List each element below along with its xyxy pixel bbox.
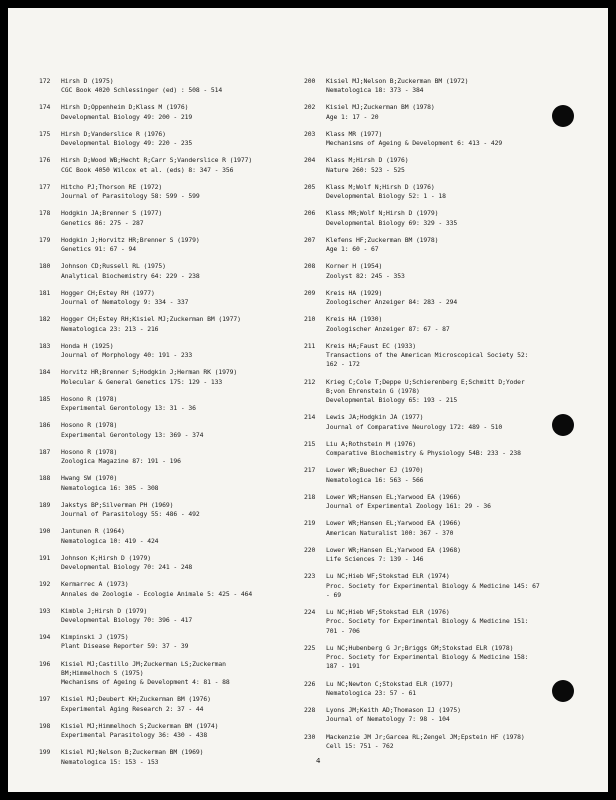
reference-entry (304, 103, 604, 122)
reference-authors: Hogger CH;Estey RH (1977) (61, 288, 155, 297)
reference-citation: Journal of Morphology 40: 191 - 233 (61, 351, 193, 360)
reference-authors: Klass MR;Wolf N;Hirsh D (1979) (326, 209, 439, 218)
reference-authors: Hirsh D;Vanderslice R (1976) (61, 129, 166, 138)
reference-entry (304, 572, 604, 600)
reference-number: 214 (304, 413, 316, 422)
reference-citation: BM;Himmelhoch S (1975) (61, 668, 144, 677)
reference-citation: Developmental Biology 70: 396 - 417 (61, 615, 193, 624)
reference-entry (304, 733, 604, 752)
reference-citation: Proc. Society for Experimental Biology & Medicine 145: 67 (326, 581, 540, 590)
reference-number: 177 (39, 182, 51, 191)
reference-authors: Klefens HF;Zuckerman BM (1978) (326, 235, 439, 244)
reference-citation: Nematologica 15: 153 - 153 (61, 757, 159, 766)
reference-citation: Zoologica Magazine 87: 191 - 196 (61, 457, 181, 466)
reference-entry (39, 368, 301, 387)
reference-authors: Krieg C;Cole T;Deppe U;Schierenberg E;Schmitt D;Yoder (326, 377, 525, 386)
reference-entry (304, 378, 604, 406)
reference-authors: Johnson K;Hirsh D (1979) (61, 553, 151, 562)
reference-authors: Hogger CH;Estey RH;Kisiel MJ;Zuckerman BM (1977) (61, 315, 241, 324)
reference-authors: Klass MR (1977) (326, 129, 383, 138)
reference-authors: Johnson CD;Russell RL (1975) (61, 262, 166, 271)
reference-number: 181 (39, 288, 51, 297)
reference-citation: Transactions of the American Microscopical Society 52: (326, 351, 529, 360)
reference-entry (39, 501, 301, 520)
reference-authors: Hosono R (1978) (61, 421, 118, 430)
reference-number: 184 (39, 368, 51, 377)
reference-entry (304, 493, 604, 512)
reference-number: 183 (39, 341, 51, 350)
reference-entry (39, 130, 301, 149)
reference-entry (39, 474, 301, 493)
reference-number: 185 (39, 394, 51, 403)
reference-citation: B;von Ehrenstein G (1978) (326, 386, 420, 395)
reference-number: 180 (39, 262, 51, 271)
reference-citation: Journal of Experimental Zoology 161: 29 - 36 (326, 502, 491, 511)
reference-entry (39, 315, 301, 334)
reference-citation: 701 - 706 (326, 626, 360, 635)
reference-authors: Hosono R (1978) (61, 447, 118, 456)
reference-number: 204 (304, 156, 316, 165)
reference-entry (304, 680, 604, 699)
reference-authors: Hirsh D;Wood WB;Hecht R;Carr S;Vanderslice R (1977) (61, 156, 253, 165)
reference-number: 203 (304, 129, 316, 138)
reference-number: 219 (304, 519, 316, 528)
reference-number: 172 (39, 77, 51, 85)
reference-citation: Journal of Parasitology 55: 486 - 492 (61, 510, 200, 519)
reference-authors: Kimble J;Hirsh D (1979) (61, 606, 148, 615)
page-number: 4 (316, 757, 321, 765)
reference-number: 188 (39, 474, 51, 483)
reference-citation: Mechanisms of Ageing & Development 6: 413 - 429 (326, 139, 503, 148)
reference-entry (39, 156, 301, 175)
reference-entry (39, 236, 301, 255)
reference-citation: Nematologica 23: 213 - 216 (61, 324, 159, 333)
reference-number: 193 (39, 606, 51, 615)
reference-citation: Genetics 86: 275 - 287 (61, 218, 144, 227)
reference-entry (39, 183, 301, 202)
reference-entry (304, 546, 604, 565)
reference-authors: Klass M;Wolf N;Hirsh D (1976) (326, 182, 435, 191)
reference-number: 224 (304, 608, 316, 617)
reference-entry (304, 644, 604, 672)
reference-citation: Journal of Nematology 9: 334 - 337 (61, 298, 189, 307)
reference-authors: Kimpinski J (1975) (61, 633, 129, 642)
reference-authors: Kermarrec A (1973) (61, 580, 129, 589)
reference-entry (304, 413, 604, 432)
reference-entry (39, 527, 301, 546)
reference-authors: Klass M;Hirsh D (1976) (326, 156, 409, 165)
reference-authors: Lower WR;Hansen EL;Yarwood EA (1968) (326, 545, 461, 554)
reference-authors: Kreis HA (1930) (326, 315, 383, 324)
reference-citation: 187 - 191 (326, 662, 360, 671)
document-page (8, 8, 608, 792)
reference-citation: Developmental Biology 69: 329 - 335 (326, 218, 458, 227)
reference-entry (304, 209, 604, 228)
reference-entry (39, 421, 301, 440)
reference-authors: Lower WR;Hansen EL;Yarwood EA (1966) (326, 519, 461, 528)
reference-authors: Horvitz HR;Brenner S;Hodgkin J;Herman RK (1979) (61, 368, 238, 377)
reference-citation: Zoologischer Anzeiger 84: 283 - 294 (326, 298, 458, 307)
reference-entry (39, 448, 301, 467)
reference-authors: Lyons JM;Keith AD;Thomason IJ (1975) (326, 706, 461, 715)
reference-citation: Nematologica 16: 563 - 566 (326, 475, 424, 484)
reference-authors: Mackenzie JM Jr;Garcea RL;Zengel JM;Epstein HF (1978) (326, 732, 525, 741)
reference-entry (39, 554, 301, 573)
reference-citation: Life Sciences 7: 139 - 146 (326, 555, 424, 564)
reference-entry (39, 395, 301, 414)
reference-citation: Experimental Gerontology 13: 369 - 374 (61, 430, 204, 439)
reference-citation: Nematologica 18: 373 - 384 (326, 86, 424, 95)
reference-authors: Lewis JA;Hodgkin JA (1977) (326, 413, 424, 422)
reference-citation: Plant Disease Reporter 59: 37 - 39 (61, 642, 189, 651)
reference-citation: Cell 15: 751 - 762 (326, 741, 394, 750)
reference-entry (39, 722, 301, 741)
reference-citation: Nature 260: 523 - 525 (326, 165, 405, 174)
reference-authors: Kisiel MJ;Himmelhoch S;Zuckerman BM (1974) (61, 721, 219, 730)
reference-number: 194 (39, 633, 51, 642)
reference-number: 175 (39, 129, 51, 138)
reference-entry (304, 130, 604, 149)
reference-citation: Age 1: 60 - 67 (326, 245, 379, 254)
reference-column-right (304, 77, 604, 759)
reference-number: 182 (39, 315, 51, 324)
reference-number: 209 (304, 288, 316, 297)
reference-citation: Nematologica 23: 57 - 61 (326, 688, 416, 697)
reference-entry (304, 342, 604, 370)
reference-entry (304, 315, 604, 334)
reference-citation: Journal of Comparative Neurology 172: 489 - 510 (326, 422, 503, 431)
reference-authors: Kisiel MJ;Nelson B;Zuckerman BM (1969) (61, 748, 204, 757)
reference-number: 212 (304, 377, 316, 386)
reference-column-left (39, 77, 301, 775)
reference-citation: Genetics 91: 67 - 94 (61, 245, 136, 254)
reference-number: 218 (304, 492, 316, 501)
reference-entry (304, 236, 604, 255)
reference-number: 217 (304, 466, 316, 475)
reference-citation: Analytical Biochemistry 64: 229 - 238 (61, 271, 200, 280)
reference-entry (304, 440, 604, 459)
reference-citation: Developmental Biology 65: 193 - 215 (326, 396, 458, 405)
reference-entry (39, 580, 301, 599)
reference-citation: Zoolyst 82: 245 - 353 (326, 271, 405, 280)
reference-citation: Developmental Biology 49: 220 - 235 (61, 139, 193, 148)
reference-authors: Kreis HA;Faust EC (1933) (326, 341, 416, 350)
reference-citation: Comparative Biochemistry & Physiology 54B: 233 - 238 (326, 449, 521, 458)
reference-number: 210 (304, 315, 316, 324)
reference-authors: Hodgkin JA;Brenner S (1977) (61, 209, 163, 218)
reference-number: 205 (304, 182, 316, 191)
reference-number: 228 (304, 706, 316, 715)
reference-number: 215 (304, 439, 316, 448)
reference-citation: CGC Book 4020 Schlessinger (ed) : 508 - 514 (61, 86, 223, 95)
reference-number: 200 (304, 77, 316, 85)
reference-entry (39, 748, 301, 767)
reference-number: 174 (39, 103, 51, 112)
reference-entry (39, 342, 301, 361)
reference-citation: Annales de Zoologie - Ecologie Animale 5: 425 - 464 (61, 589, 253, 598)
reference-number: 176 (39, 156, 51, 165)
reference-citation: Nematologica 16: 305 - 308 (61, 483, 159, 492)
reference-citation: Developmental Biology 52: 1 - 18 (326, 192, 446, 201)
reference-entry (304, 77, 604, 96)
reference-entry (304, 608, 604, 636)
reference-authors: Hirsh D (1975) (61, 77, 114, 85)
reference-number: 191 (39, 553, 51, 562)
reference-number: 199 (39, 748, 51, 757)
reference-entry (304, 183, 604, 202)
reference-authors: Kisiel MJ;Castillo JM;Zuckerman LS;Zuckerman (61, 659, 226, 668)
reference-number: 211 (304, 341, 316, 350)
reference-authors: Kisiel MJ;Nelson B;Zuckerman BM (1972) (326, 77, 469, 85)
reference-number: 192 (39, 580, 51, 589)
reference-entry (304, 156, 604, 175)
reference-authors: Lu NC;Hubenberg G Jr;Briggs GM;Stokstad ELR (1978) (326, 643, 514, 652)
reference-citation: Proc. Society for Experimental Biology & Medicine 151: (326, 617, 529, 626)
reference-entry (39, 633, 301, 652)
reference-citation: Zoologischer Anzeiger 87: 67 - 87 (326, 324, 450, 333)
reference-number: 198 (39, 721, 51, 730)
reference-number: 187 (39, 447, 51, 456)
reference-authors: Jakstys BP;Silverman PH (1969) (61, 500, 174, 509)
reference-citation: CGC Book 4050 Wilcox et al. (eds) 8: 347 - 356 (61, 165, 234, 174)
reference-entry (39, 103, 301, 122)
reference-entry (304, 262, 604, 281)
reference-entry (39, 262, 301, 281)
reference-number: 202 (304, 103, 316, 112)
reference-citation: Experimental Gerontology 13: 31 - 36 (61, 404, 196, 413)
reference-entry (304, 706, 604, 725)
reference-number: 196 (39, 659, 51, 668)
reference-entry (304, 289, 604, 308)
reference-authors: Lu NC;Newton C;Stokstad ELR (1977) (326, 679, 454, 688)
reference-entry (39, 695, 301, 714)
reference-citation: 162 - 172 (326, 360, 360, 369)
reference-citation: Mechanisms of Ageing & Development 4: 81 - 88 (61, 678, 230, 687)
reference-number: 197 (39, 695, 51, 704)
reference-entry (304, 519, 604, 538)
reference-entry (39, 660, 301, 688)
reference-number: 226 (304, 679, 316, 688)
reference-authors: Jantunen R (1964) (61, 527, 125, 536)
reference-authors: Liu A;Rothstein M (1976) (326, 439, 416, 448)
reference-citation: Age 1: 17 - 20 (326, 112, 379, 121)
reference-number: 179 (39, 235, 51, 244)
reference-number: 178 (39, 209, 51, 218)
reference-citation: Developmental Biology 70: 241 - 248 (61, 563, 193, 572)
reference-number: 189 (39, 500, 51, 509)
reference-entry (39, 289, 301, 308)
reference-authors: Hwang SW (1970) (61, 474, 118, 483)
reference-authors: Lu NC;Hieb WF;Stokstad ELR (1976) (326, 608, 450, 617)
reference-entry (304, 466, 604, 485)
reference-number: 230 (304, 732, 316, 741)
reference-authors: Lower WR;Hansen EL;Yarwood EA (1966) (326, 492, 461, 501)
reference-citation: Experimental Aging Research 2: 37 - 44 (61, 704, 204, 713)
reference-authors: Hirsh D;Oppenheim D;Klass M (1976) (61, 103, 189, 112)
reference-citation: Journal of Parasitology 58: 599 - 599 (61, 192, 200, 201)
reference-entry (39, 607, 301, 626)
reference-number: 223 (304, 572, 316, 581)
reference-number: 220 (304, 545, 316, 554)
reference-citation: Proc. Society for Experimental Biology & Medicine 158: (326, 653, 529, 662)
reference-number: 225 (304, 643, 316, 652)
reference-entry (39, 209, 301, 228)
reference-citation: Nematologica 10: 419 - 424 (61, 536, 159, 545)
reference-number: 207 (304, 235, 316, 244)
reference-number: 190 (39, 527, 51, 536)
reference-authors: Hosono R (1978) (61, 394, 118, 403)
reference-citation: Journal of Nematology 7: 98 - 104 (326, 715, 450, 724)
reference-number: 208 (304, 262, 316, 271)
reference-number: 206 (304, 209, 316, 218)
reference-authors: Kisiel MJ;Zuckerman BM (1978) (326, 103, 435, 112)
reference-citation: Experimental Parasitology 36: 430 - 438 (61, 731, 208, 740)
reference-citation: Molecular & General Genetics 175: 129 - 133 (61, 377, 223, 386)
reference-authors: Honda H (1925) (61, 341, 114, 350)
reference-entry (39, 77, 301, 96)
reference-citation: - 69 (326, 590, 341, 599)
reference-authors: Hitcho PJ;Thorson RE (1972) (61, 182, 163, 191)
reference-authors: Kreis HA (1929) (326, 288, 383, 297)
reference-citation: Developmental Biology 49: 200 - 219 (61, 112, 193, 121)
reference-authors: Korner H (1954) (326, 262, 383, 271)
reference-authors: Lower WR;Buecher EJ (1970) (326, 466, 424, 475)
reference-citation: American Naturalist 100: 367 - 370 (326, 528, 454, 537)
reference-authors: Lu NC;Hieb WF;Stokstad ELR (1974) (326, 572, 450, 581)
reference-authors: Kisiel MJ;Deubert KH;Zuckerman BM (1976) (61, 695, 211, 704)
reference-number: 186 (39, 421, 51, 430)
reference-authors: Hodgkin J;Horvitz HR;Brenner S (1979) (61, 235, 200, 244)
